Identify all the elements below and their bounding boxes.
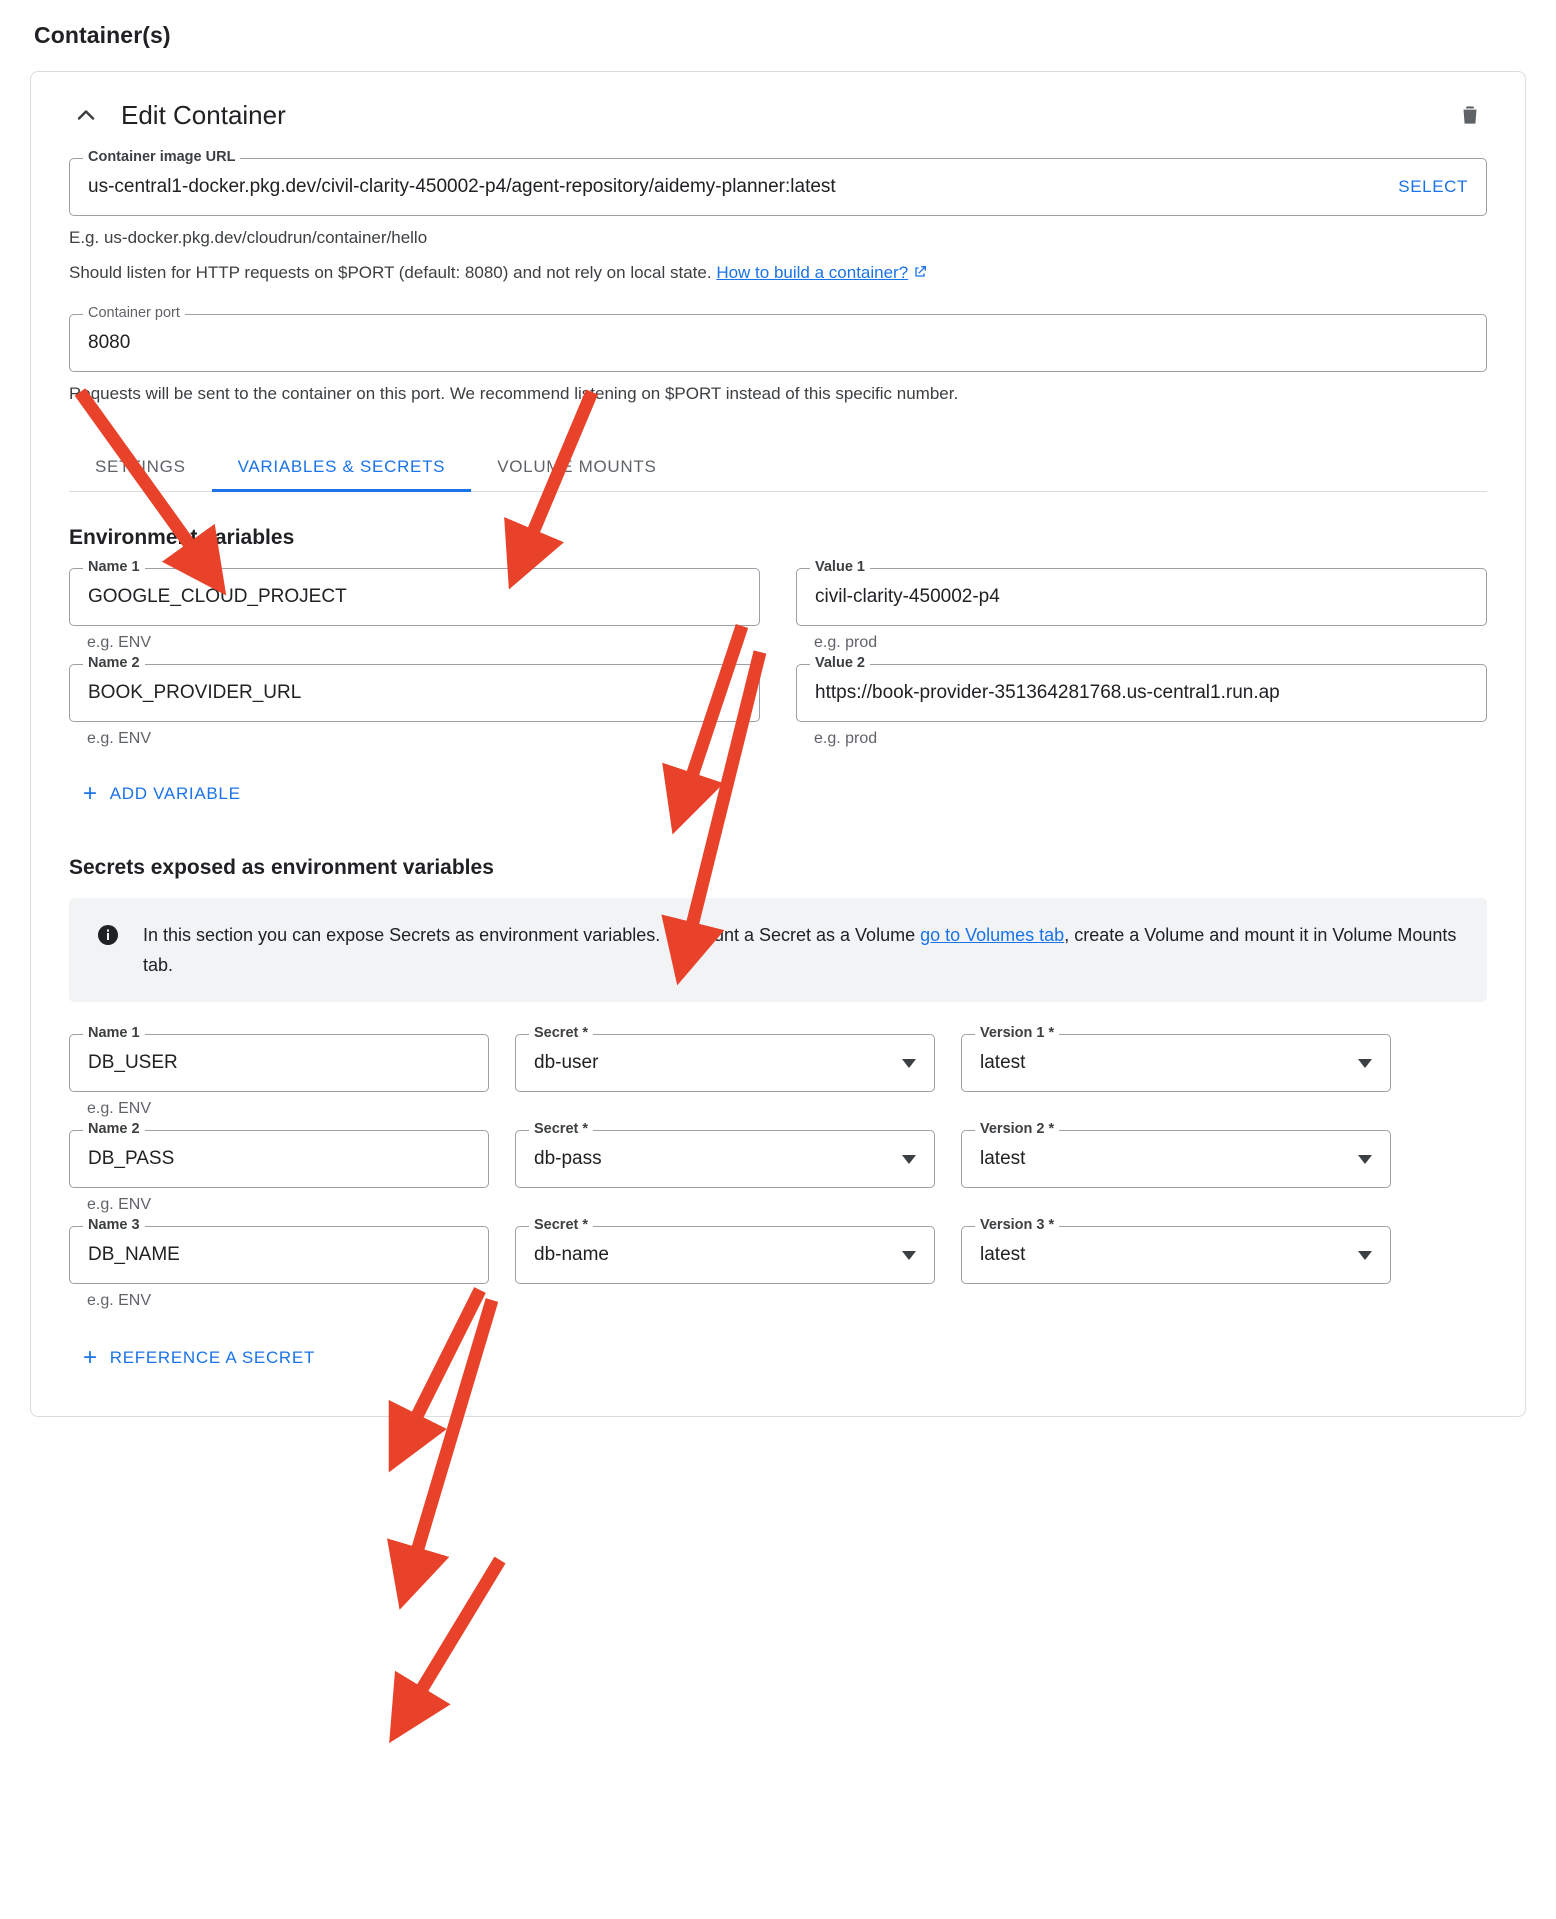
env-name-1-field[interactable] <box>69 559 760 626</box>
secret-select-1-label: Secret * <box>529 1025 593 1041</box>
secret-row-3 <box>69 1217 1487 1312</box>
env-name-2-helper: e.g. ENV <box>87 730 152 747</box>
secret-select-2-label: Secret * <box>529 1121 593 1137</box>
image-url-hint-2-text: Should listen for HTTP requests on $PORT (default: 8080) and not rely on local state. <box>69 263 712 282</box>
secret-name-2-label: Name 2 <box>83 1121 145 1137</box>
env-name-2-column <box>69 655 760 750</box>
env-var-row-2 <box>69 655 1487 750</box>
secret-row-2 <box>69 1121 1487 1216</box>
env-value-1-label: Value 1 <box>810 559 870 575</box>
tab-volume-mounts[interactable]: VOLUME MOUNTS <box>497 457 657 476</box>
chevron-up-icon[interactable] <box>69 98 103 132</box>
secret-select-1-field[interactable] <box>515 1025 935 1092</box>
secret-name-1-field[interactable] <box>69 1025 489 1092</box>
select-image-button[interactable]: SELECT <box>1398 177 1468 196</box>
env-value-2-value[interactable]: https://book-provider-351364281768.us-central1.run.ap <box>815 682 1280 703</box>
chevron-down-icon[interactable] <box>1358 1251 1372 1260</box>
secret-version-2-field[interactable] <box>961 1121 1391 1188</box>
edit-container-card <box>30 71 1526 1417</box>
env-name-1-column <box>69 559 760 654</box>
secret-version-3-label: Version 3 * <box>975 1217 1059 1233</box>
secret-select-3-field[interactable] <box>515 1217 935 1284</box>
plus-icon: + <box>83 780 98 807</box>
container-port-value[interactable]: 8080 <box>88 332 131 353</box>
image-url-hint-1: E.g. us-docker.pkg.dev/cloudrun/container/hello <box>69 228 428 247</box>
secret-name-3-column <box>69 1217 489 1312</box>
secret-name-3-label: Name 3 <box>83 1217 145 1233</box>
secrets-heading: Secrets exposed as environment variables <box>69 856 494 879</box>
arrow-to-secret-name-3 <box>408 1560 500 1712</box>
tab-variables-and-secrets[interactable]: VARIABLES & SECRETS <box>212 441 472 491</box>
secret-select-3-value[interactable]: db-name <box>534 1244 609 1265</box>
environment-variables-heading: Environment variables <box>69 526 295 549</box>
tab-settings[interactable]: SETTINGS <box>95 457 186 476</box>
chevron-down-icon[interactable] <box>1358 1059 1372 1068</box>
secrets-info-banner <box>69 898 1487 1002</box>
container-port-hint: Requests will be sent to the container on this port. We recommend listening on $PORT instead of this specific number. <box>69 384 959 403</box>
secret-name-3-value[interactable]: DB_NAME <box>88 1244 180 1265</box>
secret-name-3-helper: e.g. ENV <box>87 1292 152 1309</box>
secret-select-2-column <box>515 1121 935 1188</box>
plus-icon: + <box>83 1344 98 1371</box>
secret-name-2-column <box>69 1121 489 1216</box>
secret-name-1-label: Name 1 <box>83 1025 145 1041</box>
secret-version-1-label: Version 1 * <box>975 1025 1059 1041</box>
external-link-icon <box>912 262 928 288</box>
secrets-info-text-2: , create a Volume and mount it in Volume Mounts tab. <box>143 925 1457 975</box>
secret-select-3-label: Secret * <box>529 1217 593 1233</box>
reference-a-secret-button[interactable] <box>69 1336 329 1380</box>
secret-row-1 <box>69 1025 1487 1120</box>
container-image-url-field[interactable] <box>69 149 1487 216</box>
secret-version-3-column <box>961 1217 1391 1284</box>
env-value-1-field[interactable] <box>796 559 1487 626</box>
secret-version-1-field[interactable] <box>961 1025 1391 1092</box>
secret-version-2-label: Version 2 * <box>975 1121 1059 1137</box>
env-value-1-value[interactable]: civil-clarity-450002-p4 <box>815 586 1000 607</box>
secret-version-1-column <box>961 1025 1391 1092</box>
how-to-build-container-link[interactable]: How to build a container? <box>716 263 909 282</box>
secrets-info-text <box>143 920 1461 980</box>
env-name-1-helper: e.g. ENV <box>87 634 152 651</box>
secret-name-2-field[interactable] <box>69 1121 489 1188</box>
chevron-down-icon[interactable] <box>902 1251 916 1260</box>
env-value-2-column <box>796 655 1487 750</box>
secret-select-2-field[interactable] <box>515 1121 935 1188</box>
env-value-2-field[interactable] <box>796 655 1487 722</box>
trash-icon[interactable] <box>1453 98 1487 132</box>
chevron-down-icon[interactable] <box>1358 1155 1372 1164</box>
container-port-label: Container port <box>83 305 185 321</box>
secrets-info-text-1: In this section you can expose Secrets as environment variables. To mount a Secret as a Volume <box>143 925 921 945</box>
env-value-1-helper: e.g. prod <box>814 634 878 651</box>
env-value-2-helper: e.g. prod <box>814 730 878 747</box>
chevron-down-icon[interactable] <box>902 1155 916 1164</box>
secret-version-1-value[interactable]: latest <box>980 1052 1026 1073</box>
image-url-hint-2 <box>69 260 1487 288</box>
env-value-2-label: Value 2 <box>810 655 870 671</box>
add-variable-label: ADD VARIABLE <box>109 784 241 803</box>
reference-a-secret-label: REFERENCE A SECRET <box>109 1348 316 1367</box>
env-var-row-1 <box>69 559 1487 654</box>
secret-version-2-value[interactable]: latest <box>980 1148 1026 1169</box>
container-image-url-label: Container image URL <box>83 149 240 165</box>
secret-name-3-field[interactable] <box>69 1217 489 1284</box>
secret-select-1-column <box>515 1025 935 1092</box>
card-title: Edit Container <box>121 99 286 130</box>
container-image-url-value[interactable]: us-central1-docker.pkg.dev/civil-clarity-450002-p4/agent-repository/aidemy-planner:latest <box>88 176 836 197</box>
info-icon <box>95 922 121 948</box>
env-name-1-value[interactable]: GOOGLE_CLOUD_PROJECT <box>88 586 347 607</box>
card-header <box>69 98 1487 132</box>
env-name-2-value[interactable]: BOOK_PROVIDER_URL <box>88 682 302 703</box>
secret-name-2-value[interactable]: DB_PASS <box>88 1148 175 1169</box>
secret-select-3-column <box>515 1217 935 1284</box>
page-title: Container(s) <box>34 22 171 48</box>
secret-version-3-value[interactable]: latest <box>980 1244 1026 1265</box>
env-name-2-label: Name 2 <box>83 655 145 671</box>
secret-name-1-column <box>69 1025 489 1120</box>
add-variable-button[interactable] <box>69 772 255 816</box>
secret-select-1-value[interactable]: db-user <box>534 1052 599 1073</box>
env-value-1-column <box>796 559 1487 654</box>
env-name-2-field[interactable] <box>69 655 760 722</box>
container-tabs <box>69 441 1487 492</box>
secret-version-2-column <box>961 1121 1391 1188</box>
chevron-down-icon[interactable] <box>902 1059 916 1068</box>
secret-name-1-helper: e.g. ENV <box>87 1100 152 1117</box>
env-name-1-label: Name 1 <box>83 559 145 575</box>
secret-name-1-value[interactable]: DB_USER <box>88 1052 178 1073</box>
secret-name-2-helper: e.g. ENV <box>87 1196 152 1213</box>
secret-select-2-value[interactable]: db-pass <box>534 1148 602 1169</box>
container-port-field[interactable] <box>69 305 1487 372</box>
go-to-volumes-tab-link[interactable]: go to Volumes tab <box>920 925 1065 945</box>
secret-version-3-field[interactable] <box>961 1217 1391 1284</box>
